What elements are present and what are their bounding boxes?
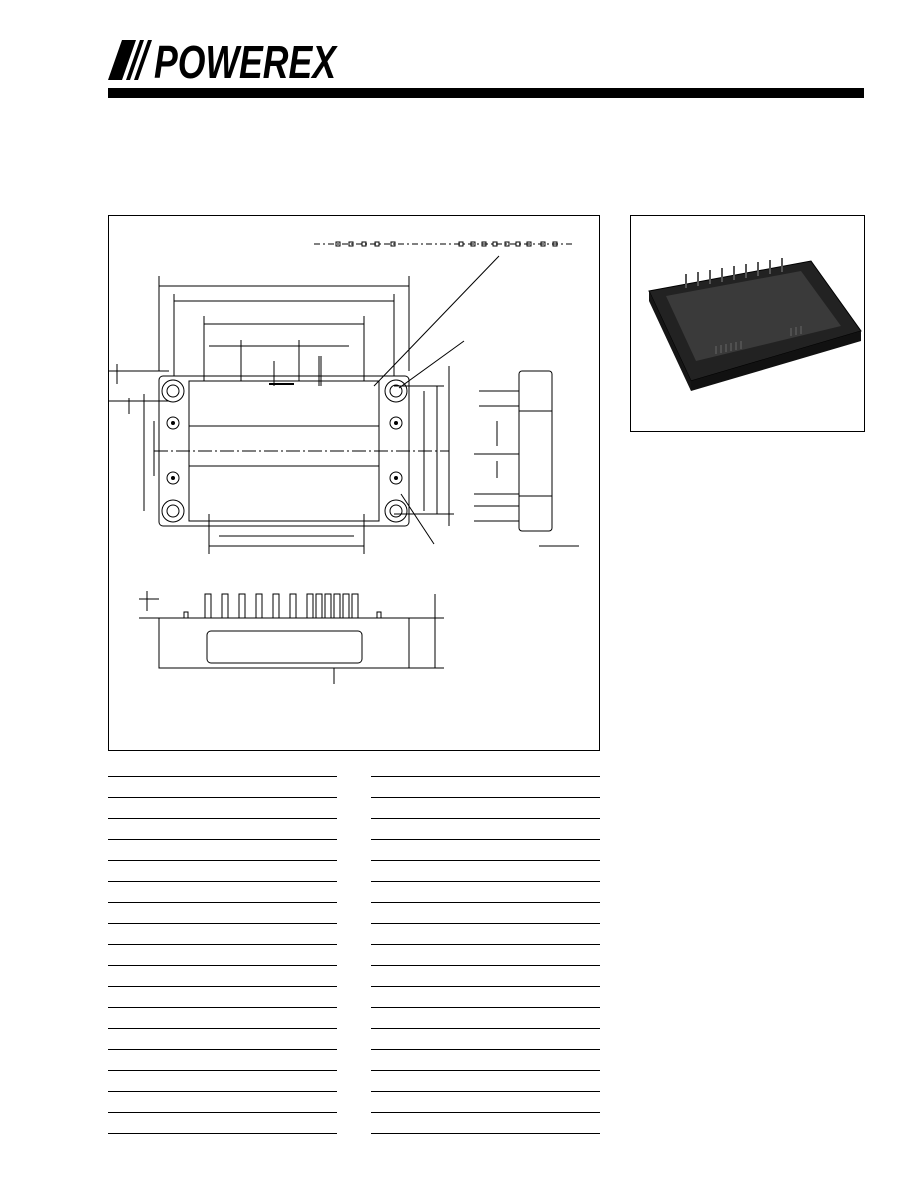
table-rule — [371, 776, 600, 777]
table-rule — [371, 1007, 600, 1008]
table-rule — [371, 860, 600, 861]
logo-wordmark: POWEREX — [154, 36, 338, 88]
module-front-view — [159, 618, 409, 668]
header-rule — [108, 88, 864, 98]
table-rule — [108, 776, 337, 777]
product-photo — [631, 216, 866, 433]
product-photo-panel — [630, 215, 865, 432]
table-rule — [371, 902, 600, 903]
table-rule — [108, 1091, 337, 1092]
powerex-logo-graphic — [108, 36, 338, 88]
table-rule — [108, 818, 337, 819]
table-rule — [371, 1049, 600, 1050]
pin-legend-marks — [336, 242, 557, 246]
module-body-top-view — [159, 376, 409, 526]
table-rule — [108, 1112, 337, 1113]
table-rule — [371, 797, 600, 798]
table-rule — [108, 1007, 337, 1008]
outline-drawing-panel — [108, 215, 600, 751]
table-rule — [371, 818, 600, 819]
table-rule — [371, 1070, 600, 1071]
table-rule — [108, 1049, 337, 1050]
table-rule — [108, 1133, 337, 1134]
logo-stripes — [108, 40, 152, 80]
table-rule — [108, 986, 337, 987]
table-rule — [371, 1133, 600, 1134]
table-rule — [371, 881, 600, 882]
powerex-logo — [108, 36, 338, 88]
table-rule — [108, 944, 337, 945]
table-rule — [108, 1070, 337, 1071]
table-rule — [108, 839, 337, 840]
table-rule — [371, 839, 600, 840]
front-view-pins — [184, 594, 381, 618]
table-rule — [108, 923, 337, 924]
table-rule — [371, 1091, 600, 1092]
table-rule — [371, 944, 600, 945]
table-rule — [108, 965, 337, 966]
table-rule — [371, 923, 600, 924]
table-rule — [371, 965, 600, 966]
table-rule — [371, 986, 600, 987]
table-rule — [108, 881, 337, 882]
table-rule — [108, 902, 337, 903]
module-side-view — [519, 371, 552, 531]
table-rule — [108, 1028, 337, 1029]
table-rule — [108, 860, 337, 861]
outline-drawing — [109, 216, 601, 752]
table-rule — [371, 1028, 600, 1029]
table-rule — [108, 797, 337, 798]
table-rule — [371, 1112, 600, 1113]
